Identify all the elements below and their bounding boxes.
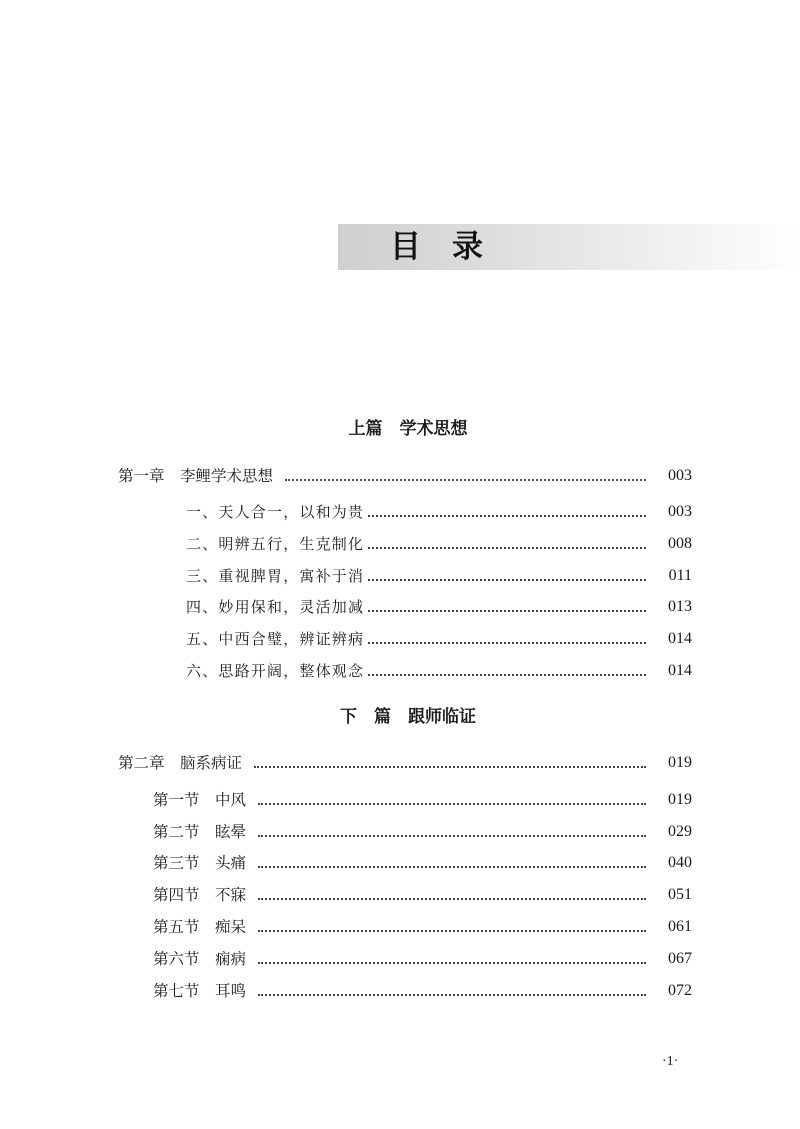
dot-leader [368,579,646,581]
toc-page: 014 [668,662,692,679]
toc-label: 二、明辨五行，生克制化 [186,535,365,553]
dot-leader [258,803,646,805]
toc-page: 003 [668,503,692,520]
toc-page: 008 [668,535,692,552]
toc-page: 013 [668,598,692,615]
toc-item[interactable] [186,532,692,554]
toc-label: 四、妙用保和，灵活加减 [186,598,365,616]
dot-leader [368,610,646,612]
dot-leader [258,994,646,996]
part-heading: 上篇 学术思想 [348,419,468,439]
toc-item[interactable] [153,883,692,905]
dot-leader [368,547,646,549]
dot-leader [368,642,646,644]
dot-leader [258,962,646,964]
toc-label: 第六节 痫病 [153,950,247,968]
toc-label: 第二节 眩晕 [153,823,247,841]
toc-item[interactable] [186,627,692,649]
page-number: ·1· [662,1054,679,1069]
toc-page: 011 [668,567,692,584]
toc-page: 040 [668,854,692,871]
toc-item[interactable] [153,915,692,937]
toc-chapter[interactable] [118,751,692,773]
toc-label: 一、天人合一，以和为贵 [186,503,365,521]
toc-label: 第七节 耳鸣 [153,982,247,1000]
dot-leader [258,898,646,900]
toc-page: 003 [668,467,692,484]
toc-label: 第四节 不寐 [153,886,247,904]
toc-chapter[interactable] [118,464,692,486]
toc-page: 067 [668,950,692,967]
toc-label: 第五节 痴呆 [153,918,247,936]
toc-page: 072 [668,982,692,999]
dot-leader [285,479,646,481]
dot-leader [254,766,646,768]
toc-item[interactable] [153,788,692,810]
toc-page: 051 [668,886,692,903]
toc-item[interactable] [153,947,692,969]
toc-page: 019 [668,791,692,808]
page-title: 目 录 [390,229,483,265]
dot-leader [368,515,646,517]
toc-label: 第三节 头痛 [153,854,247,872]
toc-item[interactable] [186,659,692,681]
toc-page: 029 [668,823,692,840]
dot-leader [258,866,646,868]
toc-item[interactable] [186,500,692,522]
toc-label: 第一节 中风 [153,791,247,809]
dot-leader [258,930,646,932]
toc-item[interactable] [186,564,692,586]
toc-label: 第一章 李鲤学术思想 [118,467,274,485]
toc-page: 019 [668,754,692,771]
toc-label: 第二章 脑系病证 [118,754,243,772]
toc-label: 六、思路开阔，整体观念 [186,662,365,680]
toc-item[interactable] [153,820,692,842]
toc-item[interactable] [153,979,692,1001]
part-heading: 下 篇 跟师临证 [340,707,476,727]
toc-item[interactable] [186,595,692,617]
dot-leader [368,674,646,676]
toc-page: 014 [668,630,692,647]
toc-page: 061 [668,918,692,935]
dot-leader [258,835,646,837]
toc-label: 五、中西合璧，辨证辨病 [186,630,365,648]
toc-item[interactable] [153,851,692,873]
toc-label: 三、重视脾胃，寓补于消 [186,567,365,585]
